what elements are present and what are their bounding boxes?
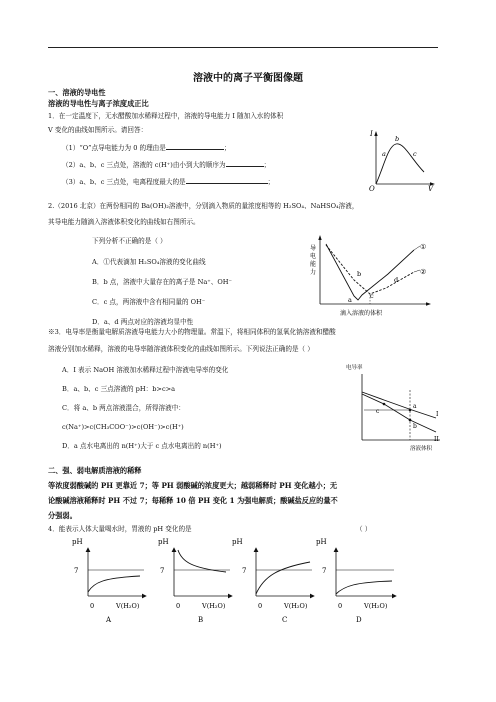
q4-b-zero: 0 [176, 602, 181, 610]
q3-option-b[interactable]: B．a、b、c 三点溶液的 pH：b>c>a [62, 385, 176, 393]
q1-stem-line2: V 变化的曲线如图所示。请回答： [48, 126, 148, 134]
q4-d-ph-label: pH [316, 538, 327, 546]
q1-fig-x-label: V [428, 185, 434, 193]
q1-stem-line1: 1．在一定温度下，无水醋酸加水稀释过程中，溶液的导电能力 I 随加入水的体积 [48, 112, 284, 120]
q1-fig-y-label: I [370, 130, 373, 138]
q2-fig-x-label: 滴入溶液的体积 [340, 310, 383, 317]
q4-c-ph-label: pH [232, 538, 243, 546]
q4-d-curve [336, 581, 392, 594]
q2-fig-y-label [310, 244, 316, 276]
q4-d-zero: 0 [338, 602, 343, 610]
q3-fig-label-II: II [434, 436, 439, 443]
q3-fig-label-I: I [436, 411, 439, 418]
q2-question: 下列分析不正确的是（ ） [92, 237, 167, 245]
q3-option-d[interactable]: D．a 点水电离出的 n(H⁺)大于 c 点水电离出的 n(H⁺) [62, 442, 222, 450]
q4-b-seven: 7 [160, 567, 165, 575]
q2-conductivity-figure [296, 232, 434, 320]
q1-fig-point-b: b [395, 135, 400, 143]
q3-fig-curve-II [362, 394, 436, 432]
q2-fig-point-a: a [348, 296, 352, 304]
q1-fig-y-arrow [374, 131, 377, 136]
q4-b-curve [178, 550, 226, 572]
section-2-rule-line3: 分强弱。 [48, 511, 77, 520]
header-rule [48, 47, 438, 48]
q2-fig-label-2: ② [420, 268, 427, 276]
q2-stem-line2: 其导电能力随滴入溶液体积变化的曲线如右图所示。 [48, 218, 200, 226]
q3-option-a[interactable]: A．I 表示 NaOH 溶液加水稀释过程中溶液电导率的变化 [62, 366, 229, 374]
q3-fig-point-b: b [413, 423, 417, 430]
q1-part3: （3）a、b、c 三点处，电离程度最大的是 ； [62, 178, 275, 186]
q2-fig-y-arrow [318, 235, 321, 240]
q2-fig-y-char-2: 电 [310, 253, 317, 260]
q1-fig-point-a: a [382, 150, 386, 158]
q4-c-zero: 0 [258, 602, 263, 610]
q2-fig-point-d: d [394, 276, 399, 284]
q1-part3-text: （3）a、b、c 三点处，电离程度最大的是 [62, 178, 186, 186]
q4-c-seven: 7 [242, 567, 247, 575]
page-title: 溶液中的离子平衡图像题 [193, 73, 303, 84]
q1-part3-blank[interactable] [186, 176, 268, 184]
q4-graph-d[interactable] [316, 538, 396, 624]
q3-option-c[interactable]: C．将 a、b 两点溶液混合，所得溶液中： [62, 404, 185, 412]
q2-fig-point-c: c [370, 292, 374, 300]
q3-fig-curve-I [362, 392, 436, 418]
q4-a-curve [88, 576, 140, 592]
q2-fig-y-char-1: 导 [310, 245, 317, 252]
q3-fig-point-c: c [376, 408, 380, 415]
q3-fig-point-a: a [413, 403, 417, 410]
q4-a-seven: 7 [74, 567, 79, 575]
q4-graph-b[interactable] [158, 538, 232, 624]
q4-a-x-label: V(H₂O) [116, 602, 140, 610]
q4-d-x-label: V(H₂O) [364, 602, 388, 610]
q1-conductivity-figure [366, 126, 438, 192]
q2-option-d[interactable]: D．a、d 两点对应的溶液均显中性 [92, 318, 194, 326]
q3-fig-dot-c [383, 403, 386, 406]
q4-stem: 4．能表示人体大量喝水时，胃液的 pH 变化的是 [48, 525, 192, 533]
q3-conductivity-figure [346, 365, 446, 454]
q1-fig-origin-label: O [369, 185, 375, 193]
q2-fig-point-b: b [357, 270, 362, 278]
q4-c-x-label: V(H₂O) [284, 602, 308, 610]
q3-stem-line1: ※3．电导率是衡量电解质溶液导电能力大小的物理量。常温下，将相同体积的氢氧化钠溶液和醋酸 [48, 328, 336, 336]
section-1-heading: 一、溶液的导电性 [48, 88, 106, 97]
q3-option-c-expression: c(Na⁺)>c(CH₃COO⁻)>c(OH⁻)>c(H⁺) [62, 423, 184, 431]
q2-option-c[interactable]: C．c 点，两溶液中含有相同量的 OH⁻ [92, 298, 206, 306]
q1-part2-text: （2）a、b、c 三点处，溶液的 c(H⁺)由小到大的顺序为 [62, 161, 226, 169]
q4-a-option-letter: A [106, 616, 112, 624]
q3-fig-dot-b [409, 419, 412, 422]
q2-stem-line1: 2.（2016 北京）在两份相同的 Ba(OH)₂溶液中，分别滴入物质的量浓度相等的 H₂SO₄、NaHSO₄溶液， [48, 202, 359, 210]
q4-d-option-letter: D [356, 616, 362, 624]
q3-stem-line2: 溶液分别加水稀释，溶液的电导率随溶液体积变化的曲线如图所示。下列说法正确的是（ ） [48, 345, 314, 353]
q4-a-ph-label: pH [72, 538, 83, 546]
q3-fig-dot-a [409, 409, 412, 412]
section-2-rule-line1: 等浓度弱酸碱的 PH 更靠近 7；等 PH 弱酸碱的浓度更大；越弱稀释时 PH 变化越小；无 [48, 481, 338, 490]
q2-option-a[interactable]: A．①代表滴加 H₂SO₄溶液的变化曲线 [92, 258, 206, 266]
q4-d-seven: 7 [322, 567, 327, 575]
q1-part1-blank[interactable] [166, 142, 224, 150]
q1-fig-point-c: c [413, 150, 417, 158]
q4-b-option-letter: B [198, 616, 204, 624]
q4-c-curve [256, 562, 310, 594]
q1-part2: （2）a、b、c 三点处，溶液的 c(H⁺)由小到大的顺序为 ； [62, 161, 271, 169]
q4-a-zero: 0 [90, 602, 95, 610]
q2-fig-label-1: ① [420, 243, 427, 251]
q1-part2-blank[interactable] [226, 159, 264, 167]
q1-part1-text: （1）“O”点导电能力为 0 的理由是 [62, 144, 166, 152]
q2-fig-y-char-3: 能 [310, 261, 317, 268]
section-2-heading: 二、强、弱电解质溶液的稀释 [48, 466, 142, 475]
q1-part1: （1）“O”点导电能力为 0 的理由是 ； [62, 144, 231, 152]
q2-option-b[interactable]: B．b 点，溶液中大量存在的离子是 Na⁺、OH⁻ [92, 278, 232, 286]
q4-options-figure [60, 536, 440, 628]
q4-b-ph-label: pH [158, 538, 169, 546]
q3-fig-y-label: 电导率 [346, 365, 363, 371]
section-2-rule-line2: 论酸碱溶液稀释时 PH 不过 7；每稀释 10 倍 PH 变化 1 为强电解质；酸碱盐反应的量不 [48, 496, 338, 505]
q4-graph-c[interactable] [232, 538, 314, 624]
q2-fig-curve-2 [326, 245, 414, 294]
q3-fig-x-label: 溶液体积 [410, 446, 433, 452]
q4-answer-paren[interactable]: （ ） [356, 525, 372, 533]
section-1-subheading: 溶液的导电性与离子浓度成正比 [48, 99, 149, 108]
q4-graph-a[interactable] [72, 538, 146, 624]
q2-fig-y-char-4: 力 [310, 269, 317, 276]
q4-b-x-label: V(H₂O) [202, 602, 226, 610]
q4-c-option-letter: C [282, 616, 288, 624]
q2-fig-x-arrow [426, 302, 431, 305]
